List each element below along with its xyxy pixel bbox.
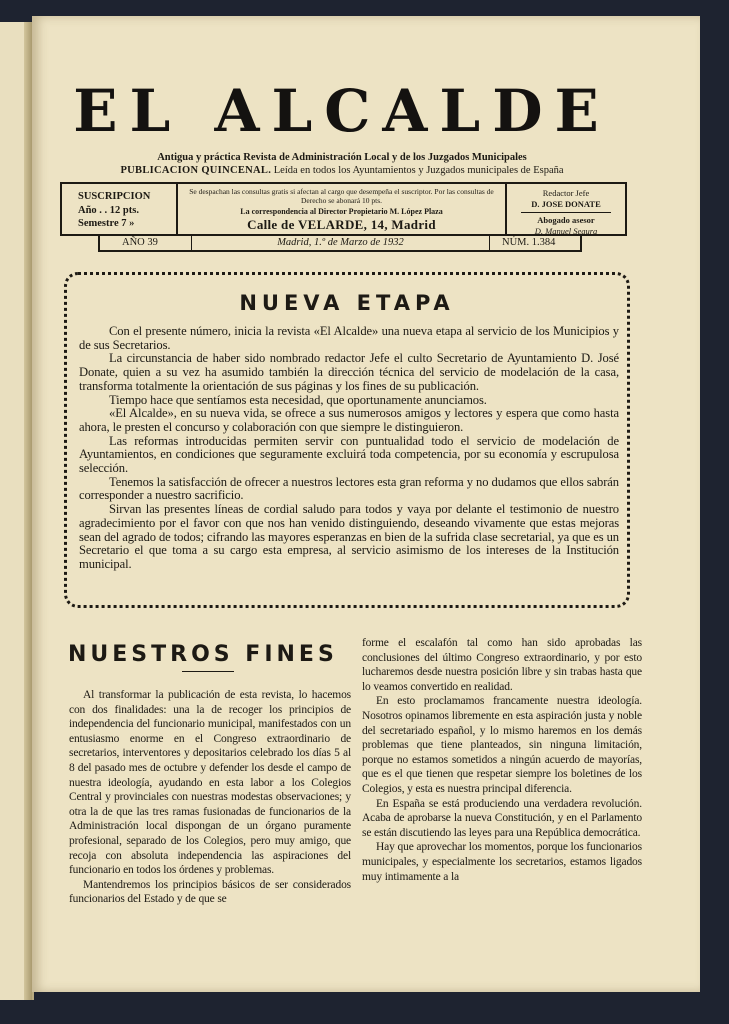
newspaper-page [32,16,700,992]
masthead-subtitle: Antigua y práctica Revista de Administración Local y de los Juzgados Municipales [157,152,527,163]
subscription-info-box [60,182,627,236]
issue-bar [98,234,582,252]
issue-date: Madrid, 1.º de Marzo de 1932 [192,234,490,250]
subscription-block [62,184,178,234]
article-paragraph: Al transformar la publicación de esta revista, lo hacemos con dos finalidades: una la de recoger los principios de independencia del funcionario municipal, manifestados con un entusiasmo enorme en el Congreso extraordinario de secretarios, interventores y depositarios celebrado los días 5 al 8 del pasado mes de octubre y defender los desde el campo de nuestra ideología, ayudando en esta labor a los Colegios Central y provinciales con nuestras modestas observaciones; y otra la de que las tres ramas fusionadas de funcionarios de la Administración local dispongan de un órgano puramente profesional, separado de los Colegios, pero muy amigo, que recoja con absoluta independencia las aspiraciones del funcionario en todos los órdenes y problemas. [69,689,351,877]
tagline-rest: Leída en todos los Ayuntamientos y Juzgados municipales de España [271,165,564,176]
subscription-label: SUSCRIPCION [78,191,151,202]
contact-block [178,184,507,234]
subscription-semester: Semestre 7 » [78,218,135,230]
staff-divider [521,212,611,213]
nueva-etapa-box [64,272,630,608]
book-spine-shadow [24,22,32,1000]
article-paragraph: La circunstancia de haber sido nombrado redactor Jefe el culto Secretario de Ayuntamiento D. José Donate, quien a su vez ha asumido también la dirección técnica del servicio de modelación de la casa, transforma totalmente la orientación de sus páginas y los fines de su publicación. [79,351,619,393]
article-paragraph: En esto proclamamos francamente nuestra ideología. Nosotros opinamos libremente en esta aspiración justa y noble del secretariado español, y lo mismo haremos en los demás problemas que tiene planteados, sin ninguna limitación, porque no estamos sometidos a ningún acuerdo de mayorías, que es el que tienen que respetar siempre los boletines de los Colegios, y esta es nuestra principal diferencia. [362,695,642,795]
article-paragraph: Las reformas introducidas permiten servir con puntualidad todo el servicio de modelación de Ayuntamientos, en condiciones que seguramente excluirá toda competencia, por su economía y escrupulosa selección. [79,433,619,476]
consultation-notice: Se despachan las consultas gratis si afectan al cargo que desempeña el suscriptor. Por las consultas de Derecho se abonará 10 pts. [189,187,494,205]
article-paragraph: Con el presente número, inicia la revista «El Alcalde» una nueva etapa al servicio de los Municipios y de sus Secretarios. [79,324,619,352]
editorial-address: Calle de VELARDE, 14, Madrid [247,217,436,232]
article-paragraph: Hay que aprovechar los momentos, porque los funcionarios municipales, y especialmente los secretarios, estamos ligados muy intimamente a la [362,841,642,883]
article-paragraph: Sirvan las presentes líneas de cordial saludo para todos y vaya por delante el testimonio de nuestro agradecimiento por el favor con que nos han venido distinguiendo, deseando vivamente que estas mejoras sean del agrado de todos; cifrando las mayores esperanzas en bien de la sufrida clase secretarial, ya que es un Secretario el que toma a su cargo esta empresa, al servicio asimismo de los intereses de la Institución municipal. [79,502,619,571]
title-underline [182,671,234,672]
subscription-year: Año . . 12 pts. [78,204,139,216]
article-paragraph: «El Alcalde», en su nueva vida, se ofrece a sus numerosos amigos y lectores y espera que como hasta ahora, le presten el concurso y colaboración con que siempre le distinguieron. [79,406,619,434]
staff-block [507,184,625,237]
fines-right-column [362,636,642,884]
issue-year: AÑO 39 [100,234,192,250]
nuestros-fines-title: NUESTROS FINES [68,642,338,667]
article-paragraph: En España se está produciendo una verdadera revolución. Acaba de aprobarse la nueva Constitución, y en el Parlamento se están discutiendo las leyes para una República democrática. [362,797,642,839]
editor-name: D. JOSE DONATE [531,199,601,210]
counsel-name: D. Manuel Segura [534,226,598,237]
nueva-etapa-body [79,325,619,572]
tagline-lead: PUBLICACION QUINCENAL. [120,165,272,176]
correspondence-line: La correspondencia al Director Propietario M. López Plaza [240,207,443,216]
article-paragraph: forme el escalafón tal como han sido aprobadas las conclusiones del último Congreso extraordinario, y por esto lucharemos desde nuestra posición libre y sin trabas hasta que lo veamos convertido en realidad. [362,637,642,693]
fines-left-column [69,688,351,907]
nueva-etapa-title: NUEVA ETAPA [239,291,455,315]
editor-label: Redactor Jefe [542,188,590,198]
masthead-title: EL ALCALDE [73,77,611,145]
issue-number: NÚM. 1.384 [502,237,556,248]
article-paragraph: Tiempo hace que sentíamos esta necesidad, que oportunamente anunciamos. [109,392,487,407]
masthead-tagline [72,165,612,178]
article-paragraph: Tenemos la satisfacción de ofrecer a nuestros lectores esta gran reforma y no dudamos que ellos sabrán corresponder a nuestro sacrificio. [79,474,619,503]
article-paragraph: Mantendremos los principios básicos de ser considerados funcionarios del Estado y de que se [69,878,351,906]
counsel-label: Abogado asesor [537,215,595,226]
